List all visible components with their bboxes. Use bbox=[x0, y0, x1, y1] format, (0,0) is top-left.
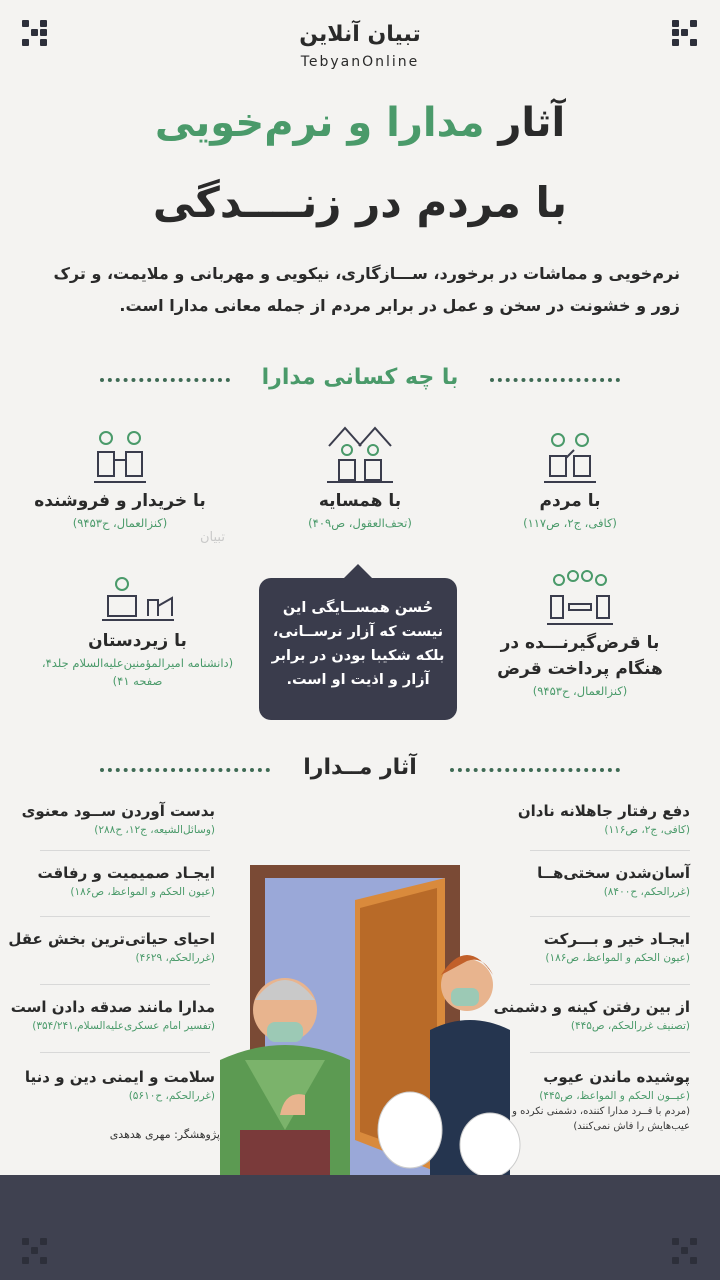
category-ref: (کافی، ج۲، ص۱۱۷) bbox=[523, 516, 617, 530]
effect-item bbox=[15, 1066, 215, 1104]
section-title: با چه کسانی مدارا bbox=[261, 365, 459, 390]
category-subordinates bbox=[30, 576, 245, 690]
effect-item bbox=[15, 862, 215, 900]
category-borrower bbox=[480, 568, 680, 700]
effect-ref: (غررالحکم، ۴۶۲۹) bbox=[135, 952, 215, 964]
effect-item bbox=[15, 800, 215, 838]
category-name: با همسایه bbox=[318, 491, 402, 511]
logo-persian: تبیان آنلاین bbox=[299, 22, 421, 47]
effect-item bbox=[490, 1066, 690, 1134]
section-title: آثار مــدارا bbox=[303, 755, 417, 780]
handshake-icon bbox=[90, 426, 150, 486]
corner-dots-icon bbox=[22, 1238, 48, 1264]
watermark: تبیان bbox=[200, 530, 225, 545]
quote-text: حُسن همســایگی این نیست که آزار نرســانی، بلکه شکیبا بودن در برابر آزار و اذیت او است. bbox=[271, 600, 445, 688]
divider bbox=[530, 1052, 690, 1053]
researcher-credit: پژوهشگر: مهری هدهدی bbox=[109, 1128, 220, 1141]
category-buyer-seller bbox=[15, 426, 225, 532]
divider bbox=[530, 916, 690, 917]
effect-ref: (تصنیف غررالحکم، ص۴۴۵) bbox=[570, 1020, 690, 1032]
effect-ref: (عیون الحکم و المواعظ، ص۱۸۶) bbox=[545, 952, 690, 964]
effect-title: ایجـاد صمیمیت و رفاقت bbox=[37, 864, 215, 882]
effect-ref: (غررالحکم، ح۸۴۰۰) bbox=[603, 886, 690, 898]
effect-ref: (تفسیر امام عسکری‌علیه‌السلام،۳۵۴/۲۴۱) bbox=[32, 1020, 215, 1032]
effect-item bbox=[490, 928, 690, 966]
category-people bbox=[465, 426, 675, 532]
servant-icon bbox=[98, 576, 178, 622]
effect-ref: (عیــون الحکم و المواعظ، ص۴۴۵) bbox=[539, 1090, 690, 1102]
effect-item bbox=[490, 862, 690, 900]
category-neighbor bbox=[255, 416, 465, 532]
section-header-who bbox=[100, 358, 620, 398]
divider bbox=[530, 984, 690, 985]
effect-item bbox=[490, 800, 690, 838]
divider bbox=[40, 984, 210, 985]
category-name: با مردم bbox=[539, 491, 601, 511]
category-ref: (کنزالعمال، ح۹۴۵۳) bbox=[532, 684, 628, 698]
intro-paragraph: نرم‌خویی و مماشات در برخورد، ســـازگاری، نیکویی و مهربانی و ملایمت، و ترک زور و خشونت در سخن و عمل در برابر مردم از جمله معانی مدارا است. bbox=[53, 264, 680, 315]
effect-title: از بین رفتن کینه و دشمنی bbox=[493, 998, 690, 1016]
divider bbox=[40, 1052, 210, 1053]
quote-box bbox=[259, 578, 457, 720]
category-ref: (تحف‌العقول، ص۴۰۹) bbox=[308, 516, 412, 530]
title-part1: آثار bbox=[484, 100, 566, 146]
effect-title: مدارا مانند صدقه دادن است bbox=[10, 998, 215, 1016]
effect-ref: (عیون الحکم و المواعظ، ص۱۸۶) bbox=[70, 886, 215, 898]
effect-title: بدست آوردن ســود معنوی bbox=[21, 802, 215, 820]
effect-ref: (وسائل‌الشیعه، ج۱۲، ح۲۸۸) bbox=[94, 824, 215, 836]
illustration-door-visit bbox=[205, 860, 525, 1175]
footer-band bbox=[0, 1175, 720, 1280]
section-header-effects bbox=[100, 748, 620, 788]
people-talking-icon bbox=[540, 426, 600, 486]
page-title bbox=[0, 100, 720, 146]
effect-item bbox=[8, 928, 215, 966]
category-name: با زیردستان bbox=[88, 631, 187, 651]
divider bbox=[40, 850, 210, 851]
title-highlight: مدارا و نرم‌خویی bbox=[154, 100, 485, 146]
category-name: با خریدار و فروشنده bbox=[34, 491, 206, 511]
divider bbox=[40, 916, 210, 917]
effect-ref: (کافی، ج۲، ص۱۱۶) bbox=[604, 824, 690, 836]
logo-english: TebyanOnline bbox=[300, 54, 420, 70]
category-ref: (کنزالعمال، ح۹۴۵۳) bbox=[72, 516, 168, 530]
corner-dots-icon bbox=[672, 1238, 698, 1264]
group-meeting-icon bbox=[545, 568, 615, 628]
effect-title: احیای حیاتی‌ترین بخش عقل bbox=[8, 930, 215, 948]
effect-title: آسان‌شدن سختی‌هــا bbox=[537, 864, 690, 882]
category-ref: (دانشنامه امیرالمؤمنین‌علیه‌السلام جلد۴، صفحه ۴۱) bbox=[41, 656, 234, 688]
divider bbox=[530, 850, 690, 851]
effect-title: ایجـاد خیر و بـــرکت bbox=[543, 930, 690, 948]
effect-title: دفع رفتار جاهلانه نادان bbox=[517, 802, 690, 820]
effect-title: پوشیده ماندن عیوب bbox=[543, 1068, 690, 1086]
neighbors-houses-icon bbox=[325, 416, 395, 486]
effect-title: سلامت و ایمنی دین و دنیا bbox=[24, 1068, 215, 1086]
category-name: با قرض‌گیرنـــده در هنگام پرداخت قرض bbox=[497, 633, 663, 679]
page-title-line2: با مردم در زنــــدگی bbox=[152, 178, 568, 227]
effect-ref: (غررالحکم، ح۵۶۱۰) bbox=[128, 1090, 215, 1102]
effect-item bbox=[490, 996, 690, 1034]
effect-item bbox=[10, 996, 215, 1034]
effect-note: (مردم با فــرد مدارا کننده، دشمنی نکرده و عیب‌هایش را فاش نمی‌کنند) bbox=[512, 1106, 690, 1132]
